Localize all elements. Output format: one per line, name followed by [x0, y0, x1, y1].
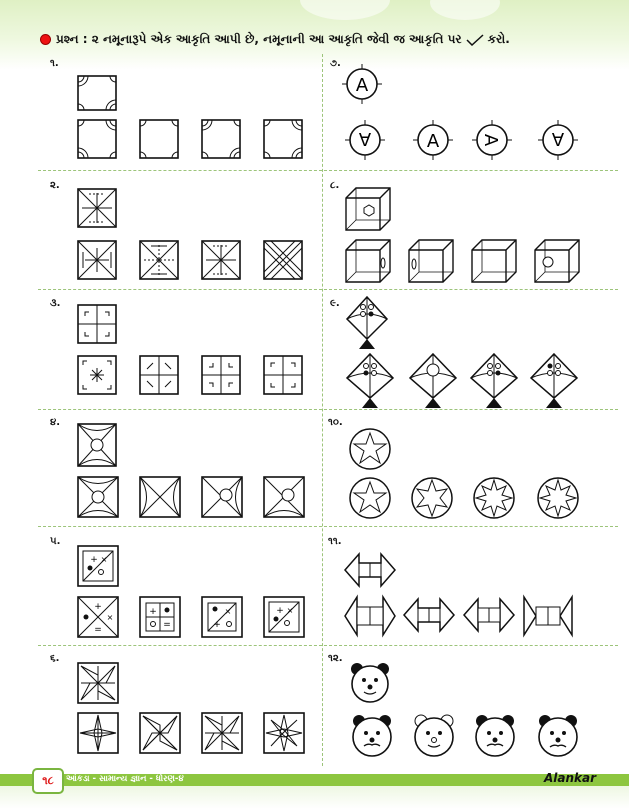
page-footer: [0, 768, 629, 809]
problem-number: ૧૧.: [328, 536, 342, 547]
svg-text:+: +: [90, 555, 98, 565]
option-figure[interactable]: [77, 240, 117, 280]
question-text: પ્રશ્ન : ૨ નમૂનારૂપે એક આકૃતિ આપી છે, નમૂનાની આ આકૃતિ જેવી જ આકૃતિ પર: [56, 32, 462, 46]
option-figure[interactable]: [201, 355, 241, 395]
option-figure[interactable]: [201, 596, 243, 638]
option-figure[interactable]: [139, 119, 179, 159]
option-figure[interactable]: [201, 712, 243, 754]
option-figure[interactable]: [201, 119, 241, 159]
sample-figure: [343, 552, 397, 588]
problem-number: ૨.: [50, 180, 60, 191]
option-figure[interactable]: [77, 476, 119, 518]
option-figure[interactable]: [77, 119, 117, 159]
svg-text:=: =: [163, 620, 171, 630]
question-line: [40, 32, 510, 47]
option-figure[interactable]: [407, 238, 455, 284]
option-figure[interactable]: [263, 119, 303, 159]
svg-text:=: =: [94, 625, 102, 635]
option-figure[interactable]: [139, 596, 181, 638]
svg-text:+: +: [213, 620, 221, 630]
option-figure[interactable]: [343, 595, 397, 637]
option-figure[interactable]: [201, 476, 243, 518]
row-divider: [38, 645, 618, 646]
sample-figure: [349, 428, 391, 470]
option-figure[interactable]: [470, 238, 518, 284]
sample-figure: [77, 188, 117, 228]
row-divider: [38, 526, 618, 527]
sample-figure: [77, 304, 117, 344]
option-figure[interactable]: [77, 355, 117, 395]
letter-a: A: [355, 75, 369, 96]
sample-figure: [348, 660, 392, 704]
option-figure[interactable]: [263, 596, 305, 638]
option-figure[interactable]: [139, 240, 179, 280]
option-figure[interactable]: [473, 477, 515, 519]
row-divider: [38, 170, 618, 171]
svg-text:×: ×: [100, 555, 108, 564]
option-figure[interactable]: [345, 120, 385, 160]
page-number: ૧૮: [32, 768, 64, 794]
option-figure[interactable]: [344, 238, 392, 284]
problem-number: ૭.: [330, 58, 341, 69]
option-figure[interactable]: [533, 238, 581, 284]
svg-text:+: +: [94, 602, 102, 612]
letter-a: A: [358, 128, 372, 149]
option-figure[interactable]: [408, 352, 458, 410]
problem-number: ૯.: [330, 298, 340, 309]
sample-figure: [344, 186, 392, 232]
problem-number: ૫.: [50, 536, 61, 547]
option-figure[interactable]: [537, 477, 579, 519]
option-figure[interactable]: [77, 596, 119, 638]
option-figure[interactable]: [263, 712, 305, 754]
sample-figure: [77, 545, 119, 587]
svg-text:+: +: [149, 607, 157, 617]
option-figure[interactable]: [139, 712, 181, 754]
option-figure[interactable]: [469, 352, 519, 410]
column-divider: [322, 54, 323, 766]
problem-number: ૪.: [50, 417, 60, 428]
problem-number: ૧.: [50, 58, 59, 69]
option-figure[interactable]: [77, 712, 119, 754]
row-divider: [38, 289, 618, 290]
option-figure[interactable]: [139, 355, 179, 395]
option-figure[interactable]: [402, 597, 456, 633]
option-figure[interactable]: [345, 352, 395, 410]
option-figure[interactable]: [411, 477, 453, 519]
svg-text:+: +: [276, 606, 284, 616]
option-figure[interactable]: [462, 597, 516, 633]
book-title: આંકડા - સામાન્ય જ્ઞાન - ધોરણ-૪: [66, 774, 184, 784]
problem-number: ૬.: [50, 653, 60, 664]
option-figure[interactable]: [263, 240, 303, 280]
bullet-icon: [40, 34, 51, 45]
svg-text:×: ×: [224, 607, 232, 616]
option-figure[interactable]: [529, 352, 579, 410]
question-action: કરો.: [487, 32, 510, 46]
option-figure[interactable]: [522, 595, 574, 637]
option-figure[interactable]: [538, 120, 578, 160]
option-figure[interactable]: [473, 712, 517, 758]
sample-figure: [77, 75, 117, 111]
svg-text:×: ×: [106, 613, 114, 622]
letter-a: A: [480, 133, 501, 147]
sample-figure: [342, 64, 382, 104]
problem-number: ૧૨.: [328, 653, 343, 664]
problem-number: ૧૦.: [328, 417, 343, 428]
option-figure[interactable]: [263, 476, 305, 518]
option-figure[interactable]: [536, 712, 580, 758]
option-figure[interactable]: [413, 120, 453, 160]
brand-logo: Alankar: [544, 771, 597, 785]
option-figure[interactable]: [472, 120, 512, 160]
option-figure[interactable]: [201, 240, 241, 280]
svg-text:×: ×: [286, 606, 294, 615]
option-figure[interactable]: [263, 355, 303, 395]
sample-figure: [77, 662, 119, 704]
letter-a: A: [551, 128, 565, 149]
option-figure[interactable]: [350, 712, 394, 758]
problem-number: ૮.: [330, 180, 340, 191]
letter-a: A: [426, 131, 440, 152]
checkmark-icon: [466, 34, 484, 46]
option-figure[interactable]: [139, 476, 181, 518]
problem-number: ૩.: [50, 298, 61, 309]
sample-figure: [345, 295, 389, 351]
sample-figure: [77, 423, 117, 467]
option-figure[interactable]: [349, 477, 391, 519]
option-figure[interactable]: [412, 712, 456, 758]
